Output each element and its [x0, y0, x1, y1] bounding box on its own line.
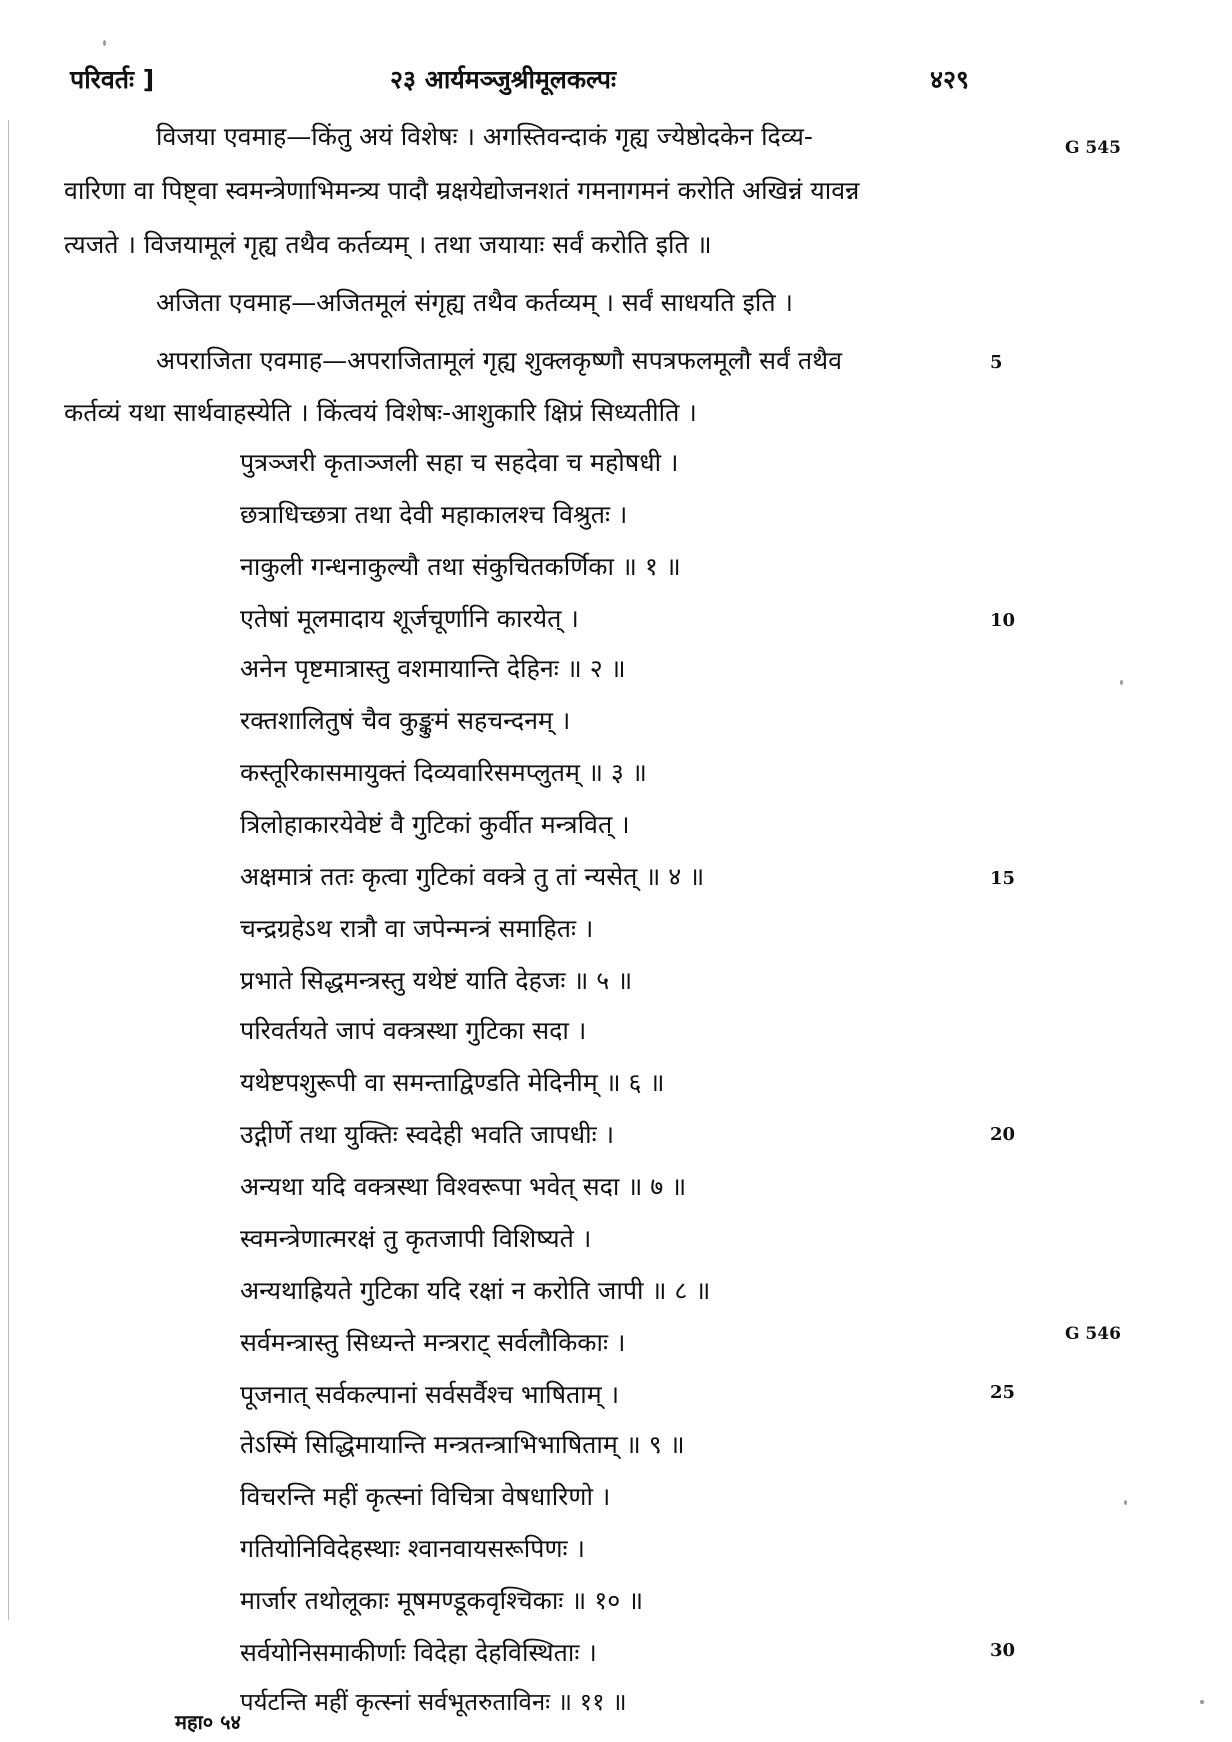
binding-edge — [8, 120, 9, 1620]
verse-line: कस्तूरिकासमायुक्तं दिव्यवारिसमप्लुतम् ॥ ३ ॥ — [240, 758, 647, 787]
book-title: २३ आर्यमञ्जुश्रीमूलकल्पः — [390, 65, 617, 94]
verse-line: स्वमन्त्रेणात्मरक्षं तु कृतजापी विशिष्यते । — [240, 1224, 592, 1253]
verse-line: परिवर्तयते जापं वक्त्रस्था गुटिका सदा । — [240, 1016, 587, 1045]
verse-line: प्रभाते सिद्धमन्त्रस्तु यथेष्टं याति देहजः ॥ ५ ॥ — [240, 966, 633, 995]
verse-line: सर्वमन्त्रास्तु सिध्यन्ते मन्त्रराट् सर्वलौकिकाः । — [240, 1328, 626, 1357]
margin-line-number: 30 — [990, 1640, 1016, 1661]
scan-speck — [1200, 1700, 1204, 1704]
verse-line: सर्वयोनिसमाकीर्णाः विदेहा देहविस्थिताः । — [240, 1638, 597, 1667]
verse-line: यथेष्टपशुरूपी वा समन्ताद्विण्डति मेदिनीम् ॥ ६ ॥ — [240, 1068, 665, 1097]
text-line: अजिता एवमाह—अजितमूलं संगृह्य तथैव कर्तव्यम् । सर्वं साधयति इति । — [156, 288, 794, 317]
verse-line: तेऽस्मिं सिद्धिमायान्ति मन्त्रतन्त्राभिभाषिताम् ॥ ९ ॥ — [240, 1430, 685, 1459]
margin-line-number: 15 — [990, 868, 1016, 889]
verse-line: पूजनात् सर्वकल्पानां सर्वसर्वैश्च भाषिताम् । — [240, 1380, 620, 1409]
verse-line: छत्राधिच्छत्रा तथा देवी महाकालश्च विश्रुतः । — [240, 500, 628, 529]
verse-line: मार्जार तथोलूकाः मूषमण्डूकवृश्चिकाः ॥ १० ॥ — [240, 1586, 644, 1615]
manuscript-ref: G 546 — [1065, 1324, 1121, 1344]
text-line: विजया एवमाह—किंतु अयं विशेषः । अगस्तिवन्दाकं गृह्य ज्येष्ठोदकेन दिव्य- — [156, 122, 813, 151]
manuscript-ref: G 545 — [1065, 138, 1121, 158]
margin-line-number: 20 — [990, 1124, 1016, 1145]
scan-speck — [1124, 1500, 1127, 1505]
verse-line: चन्द्रग्रहेऽथ रात्रौ वा जपेन्मन्त्रं समाहितः । — [240, 914, 594, 943]
verse-line: विचरन्ति महीं कृत्स्नां विचित्रा वेषधारिणो । — [240, 1482, 611, 1511]
verse-line: गतियोनिविदेहस्थाः श्वानवायसरूपिणः । — [240, 1534, 586, 1563]
scan-speck — [103, 40, 106, 46]
verse-line: नाकुली गन्धनाकुल्यौ तथा संकुचितकर्णिका ॥ १ ॥ — [240, 552, 681, 581]
text-line: वारिणा वा पिष्ट्वा स्वमन्त्रेणाभिमन्त्र्य पादौ म्रक्षयेद्योजनशतं गमनागमनं करोति अखिन्नं यावन्न — [64, 176, 860, 205]
margin-line-number: 10 — [990, 610, 1016, 631]
margin-line-number: 5 — [990, 352, 1003, 373]
scan-speck — [1120, 680, 1123, 685]
text-line: अपराजिता एवमाह—अपराजितामूलं गृह्य शुक्लकृष्णौ सपत्रफलमूलौ सर्वं तथैव — [156, 346, 843, 375]
verse-line: त्रिलोहाकारयेवेष्टं वै गुटिकां कुर्वीत मन्त्रवित् । — [240, 810, 630, 839]
text-line: त्यजते । विजयामूलं गृह्य तथैव कर्तव्यम् । तथा जयायाः सर्वं करोति इति ॥ — [64, 230, 712, 259]
text-line: कर्तव्यं यथा सार्थवाहस्येति । किंत्वयं विशेषः-आशुकारि क्षिप्रं सिध्यतीति । — [64, 398, 697, 427]
verse-line: पुत्रञ्जरी कृताञ्जली सहा च सहदेवा च महोषधी । — [240, 448, 679, 477]
verse-line: एतेषां मूलमादाय शूर्जचूर्णानि कारयेत् । — [240, 604, 579, 633]
verse-line: अनेन पृष्टमात्रास्तु वशमायान्ति देहिनः ॥ २ ॥ — [240, 654, 626, 683]
verse-line: पर्यटन्ति महीं कृत्स्नां सर्वभूतरुताविनः ॥ ११ ॥ — [240, 1688, 627, 1716]
signature-mark: महा० ५४ — [175, 1710, 241, 1734]
verse-line: उद्गीर्णे तथा युक्तिः स्वदेही भवति जापधीः । — [240, 1120, 615, 1149]
margin-line-number: 25 — [990, 1382, 1016, 1403]
running-header — [0, 62, 1232, 102]
verse-line: अन्यथाह्रियते गुटिका यदि रक्षां न करोति जापी ॥ ८ ॥ — [240, 1276, 711, 1305]
verse-line: रक्तशालितुषं चैव कुङ्कुमं सहचन्दनम् । — [240, 706, 571, 735]
verse-line: अक्षमात्रं ततः कृत्वा गुटिकां वक्त्रे तु तां न्यसेत् ॥ ४ ॥ — [240, 862, 705, 891]
page-number: ४२९ — [930, 65, 970, 94]
verse-line: अन्यथा यदि वक्त्रस्था विश्वरूपा भवेत् सदा ॥ ७ ॥ — [240, 1172, 687, 1201]
chapter-label: परिवर्तः ] — [70, 65, 155, 94]
